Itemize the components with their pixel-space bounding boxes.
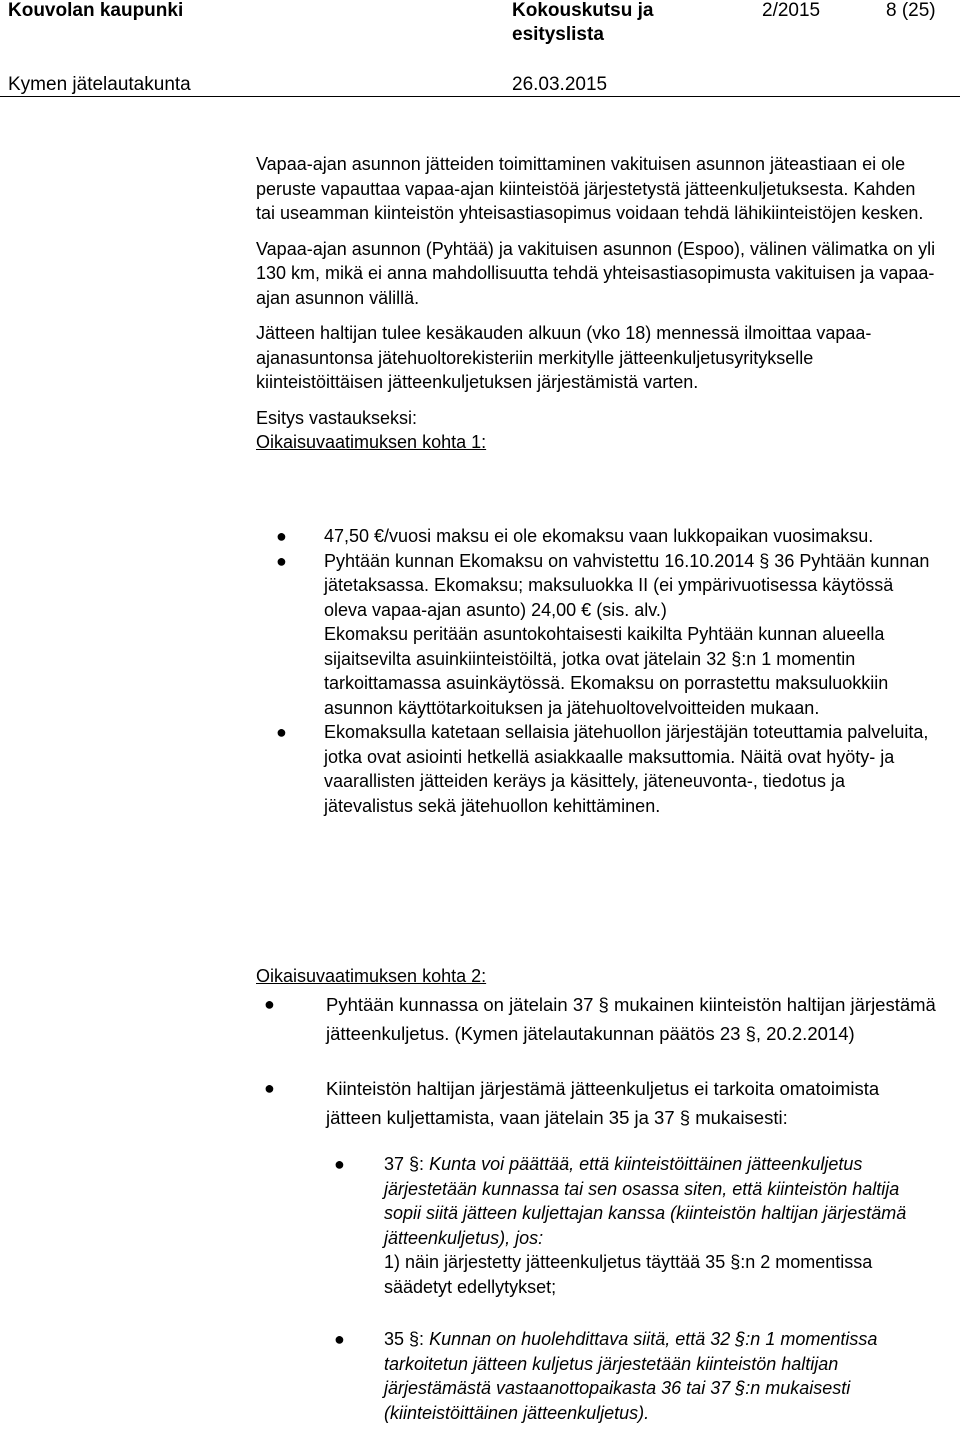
list-item: ● Pyhtään kunnan Ekomaksu on vahvistettu 16.10.2014 § 36 Pyhtään kunnan jätetaksassa. Ekomaksu; maksuluokka II (ei ympärivuotisessa käytössä oleva vapaa-ajan asunto) 24,00 € (sis. alv.) Ekomaksu peritään asuntokohtaisesti kaikilta Pyhtään kunnan alueella sijaitsevilta asuinkiinteistöiltä, jotka ovat jätelain 32 §:n 1 momentin tarkoittamassa asuinkäytössä. Ekomaksu on porrastettu maksuluokkiin asunnon käyttötarkoituksen ja jätehuoltovelvoitteiden mukaan. — [256, 549, 936, 721]
kohta2-list — [256, 990, 936, 1425]
header-date: 26.03.2015 — [512, 74, 608, 95]
list-item: ● Ekomaksulla katetaan sellaisia jätehuollon järjestäjän toteuttamia palveluita, jotka ovat asiointi hetkellä asiakkaalle maksuttomia. Näitä ovat hyöty- ja vaarallisten jätteiden keräys ja käsittely, jäteneuvonta-, tiedotus ja jätevalistus sekä jätehuollon kehittäminen. — [276, 722, 929, 816]
bullet-icon: ● — [334, 1154, 345, 1174]
header-rule — [0, 96, 960, 97]
paragraph: Jätteen haltijan tulee kesäkauden alkuun (vko 18) mennessä ilmoittaa vapaa-ajanasuntonsa jätehuoltorekisteriin merkitylle jätteenkuljetusyritykselle kiinteistöittäisen jätteenkuljetuksen järjestämistä varten. — [256, 323, 872, 392]
header-page: 8 (25) — [886, 0, 936, 21]
header-doc-type-line2: esityslista — [512, 24, 604, 45]
header-committee: Kymen jätelautakunta — [8, 74, 191, 95]
bullet-icon: ● — [276, 526, 287, 546]
kohta2-section — [256, 964, 936, 989]
list-item-continuation: Ekomaksu peritään asuntokohtaisesti kaikilta Pyhtään kunnan alueella sijaitsevilta asuinkiinteistöiltä, jotka ovat jätelain 32 §:n 1 momentin tarkoittamassa asuinkäytössä. Ekomaksu on porrastettu maksuluokkiin asunnon käyttötarkoituksen ja jätehuoltovelvoitteiden mukaan. — [324, 624, 889, 718]
header-org: Kouvolan kaupunki — [8, 0, 184, 21]
list-item: ● Kiinteistön haltijan järjestämä jätteenkuljetus ei tarkoita omatoimista jätteen kuljettamista, vaan jätelain 35 ja 37 § mukaisesti: — [256, 1074, 936, 1132]
kohta1-heading: Oikaisuvaatimuksen kohta 1: — [256, 432, 487, 452]
list-item: ● Pyhtään kunnassa on jätelain 37 § mukainen kiinteistön haltijan järjestämä jätteenkuljetus. (Kymen jätelautakunnan päätös 23 §, 20.2.2014) — [256, 990, 936, 1048]
bullet-icon: ● — [264, 994, 275, 1014]
header-doc-type-line1: Kokouskutsu ja — [512, 0, 654, 21]
sub-list-item: ● 37 §: Kunta voi päättää, että kiinteistöittäinen jätteenkuljetus järjestetään kunnassa tai sen osassa siten, että kiinteistön haltija sopii siitä jätteen kuljettajan kanssa (kiinteistön haltijan järjestämä jätteenkuljetus), jos: 1) näin järjestetty jätteenkuljetus täyttää 35 §:n 2 momentissa säädetyt edellytykset; — [256, 1152, 936, 1299]
paragraph: Vapaa-ajan asunnon jätteiden toimittaminen vakituisen asunnon jäteastiaan ei ole peruste vapauttaa vapaa-ajan kiinteistöä järjestetystä jätteenkuljetuksesta. Kahden tai useamman kiinteistön yhteisastiasopimus voidaan tehdä lähikiinteistöjen kesken. — [256, 154, 924, 223]
page-header — [0, 0, 960, 98]
bullet-icon: ● — [276, 722, 287, 742]
bullet-icon: ● — [264, 1078, 275, 1098]
sub-list-item-continuation: 1) näin järjestetty jätteenkuljetus täyttää 35 §:n 2 momentissa säädetyt edellytykset; — [384, 1252, 873, 1297]
list-item: ● 47,50 €/vuosi maksu ei ole ekomaksu vaan lukkopaikan vuosimaksu. — [256, 524, 936, 549]
header-number: 2/2015 — [762, 0, 821, 21]
bullet-icon: ● — [276, 550, 287, 571]
bullet-icon: ● — [334, 1329, 345, 1349]
response-heading: Esitys vastaukseksi: — [256, 407, 418, 428]
paragraph: Vapaa-ajan asunnon (Pyhtää) ja vakituisen asunnon (Espoo), välinen välimatka on yli 130 km, mikä ei anna mahdollisuutta tehdä yhteisastiasopimusta vakituisen ja vapaa-ajan asunnon välillä. — [256, 238, 936, 308]
intro-section — [256, 152, 936, 455]
kohta2-heading: Oikaisuvaatimuksen kohta 2: — [256, 966, 487, 986]
kohta1-list — [256, 524, 936, 818]
sub-list-item: ● 35 §: Kunnan on huolehdittava siitä, että 32 §:n 1 momentissa tarkoitetun jätteen kuljetus järjestetään kiinteistön haltijan järjestämästä vastaanottopaikasta 36 tai 37 §:n mukaisesti (kiinteistöittäinen jätteenkuljetus). — [334, 1329, 878, 1423]
